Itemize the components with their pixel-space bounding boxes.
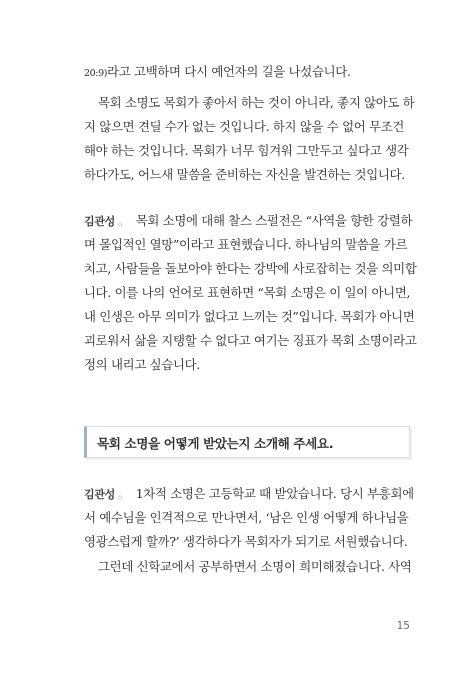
question-heading-box xyxy=(84,426,410,458)
speaker-dot: 。 xyxy=(117,214,130,228)
paragraph-line: 며 몰입적인 열망”이라고 표현했습니다. 하나님의 말씀을 가르 xyxy=(84,237,408,252)
paragraph-line xyxy=(84,213,412,230)
speaker-dot: 。 xyxy=(117,487,130,501)
paragraph-line: 괴로워서 삶을 지탱할 수 없다고 여기는 징표가 목회 소명이라고 xyxy=(84,333,417,348)
paragraph-line: 그런데 신학교에서 공부하면서 소명이 희미해졌습니다. 사역 xyxy=(98,559,412,574)
paragraph-line: 영광스럽게 할까?’ 생각하다가 목회자가 되기로 서원했습니다. xyxy=(84,534,408,549)
line-text: 목회 소명에 대해 찰스 스펄전은 “사역을 향한 강렬하 xyxy=(135,213,413,228)
paragraph-line: 정의 내리고 싶습니다. xyxy=(84,357,200,372)
paragraph-line: 목회 소명도 목회가 좋아서 하는 것이 아니라, 좋지 않아도 하 xyxy=(98,95,415,110)
line-text: 1차적 소명은 고등학교 때 받았습니다. 당시 부흥회에 xyxy=(135,486,414,501)
paragraph-line xyxy=(84,64,351,82)
paragraph-line: 해야 하는 것입니다. 목회가 너무 힘겨워 그만두고 싶다고 생각 xyxy=(84,143,409,158)
speaker-name: 김관성 xyxy=(84,215,115,228)
paragraph-line: 서 예수님을 인격적으로 만나면서, ‘남은 인생 어떻게 하나님을 xyxy=(84,510,409,525)
page-number: 15 xyxy=(396,620,410,632)
question-heading: 목회 소명을 어떻게 받았는지 소개해 주세요. xyxy=(97,436,334,451)
paragraph-line: 치고, 사람들을 돌보아야 한다는 강박에 사로잡히는 것을 의미합 xyxy=(84,261,417,276)
line-text: 라고 고백하며 다시 예언자의 길을 나섰습니다. xyxy=(107,64,351,79)
paragraph-line: 하다가도, 어느새 말씀을 준비하는 자신을 발견하는 것입니다. xyxy=(84,167,405,182)
speaker-name: 김관성 xyxy=(84,488,115,501)
scripture-reference: 20:9) xyxy=(84,68,108,79)
paragraph-line xyxy=(84,486,414,503)
paragraph-line: 니다. 이를 나의 언어로 표현하면 “목회 소명은 이 일이 아니면, xyxy=(84,285,411,300)
paragraph-line: 내 인생은 아무 의미가 없다고 느끼는 것”입니다. 목회가 아니면 xyxy=(84,309,415,324)
paragraph-line: 지 않으면 견딜 수가 없는 것입니다. 하지 않을 수 없어 무조건 xyxy=(84,119,405,134)
